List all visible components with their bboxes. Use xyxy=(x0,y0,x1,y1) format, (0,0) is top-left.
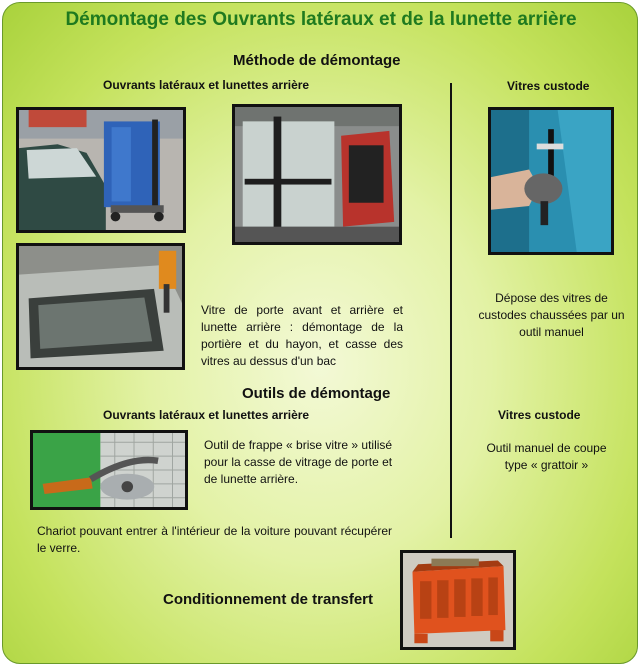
method-right-subheading: Vitres custode xyxy=(507,79,590,93)
tools-right-subheading: Vitres custode xyxy=(498,408,581,422)
method-description: Vitre de porte avant et arrière et lunette arrière : démontage de la portière et du hayon, et casse des vitres au dessus d'un bac xyxy=(201,303,403,368)
tools-left-subheading: Ouvrants latéraux et lunettes arrière xyxy=(103,408,310,422)
hammer-description: Outil de frappe « brise vitre » utilisé pour la casse de vitrage de porte et de lunette arrière. xyxy=(204,438,393,486)
custode-tool-description: Outil manuel de coupe type « grattoir » xyxy=(486,441,607,472)
photo-glass-break xyxy=(16,243,185,370)
photo-trolley-hatch xyxy=(232,104,402,245)
page-title: Démontage des Ouvrants latéraux et de la lunette arrière xyxy=(65,9,577,30)
photo-glass-breaker-tool xyxy=(30,430,188,510)
method-heading: Méthode de démontage xyxy=(233,52,401,69)
method-left-subheading: Ouvrants latéraux et lunettes arrière xyxy=(103,78,310,92)
column-divider xyxy=(450,83,452,538)
photo-car-trolley xyxy=(16,107,186,233)
photo-custode-removal xyxy=(488,107,614,255)
photo-transfer-crate xyxy=(400,550,516,650)
tools-heading: Outils de démontage xyxy=(242,385,391,402)
trolley-description: Chariot pouvant entrer à l'intérieur de la voiture pouvant récupérer le verre. xyxy=(37,524,392,555)
custode-description: Dépose des vitres de custodes chaussées par un outil manuel xyxy=(478,291,625,339)
transfer-heading: Conditionnement de transfert xyxy=(163,591,374,608)
